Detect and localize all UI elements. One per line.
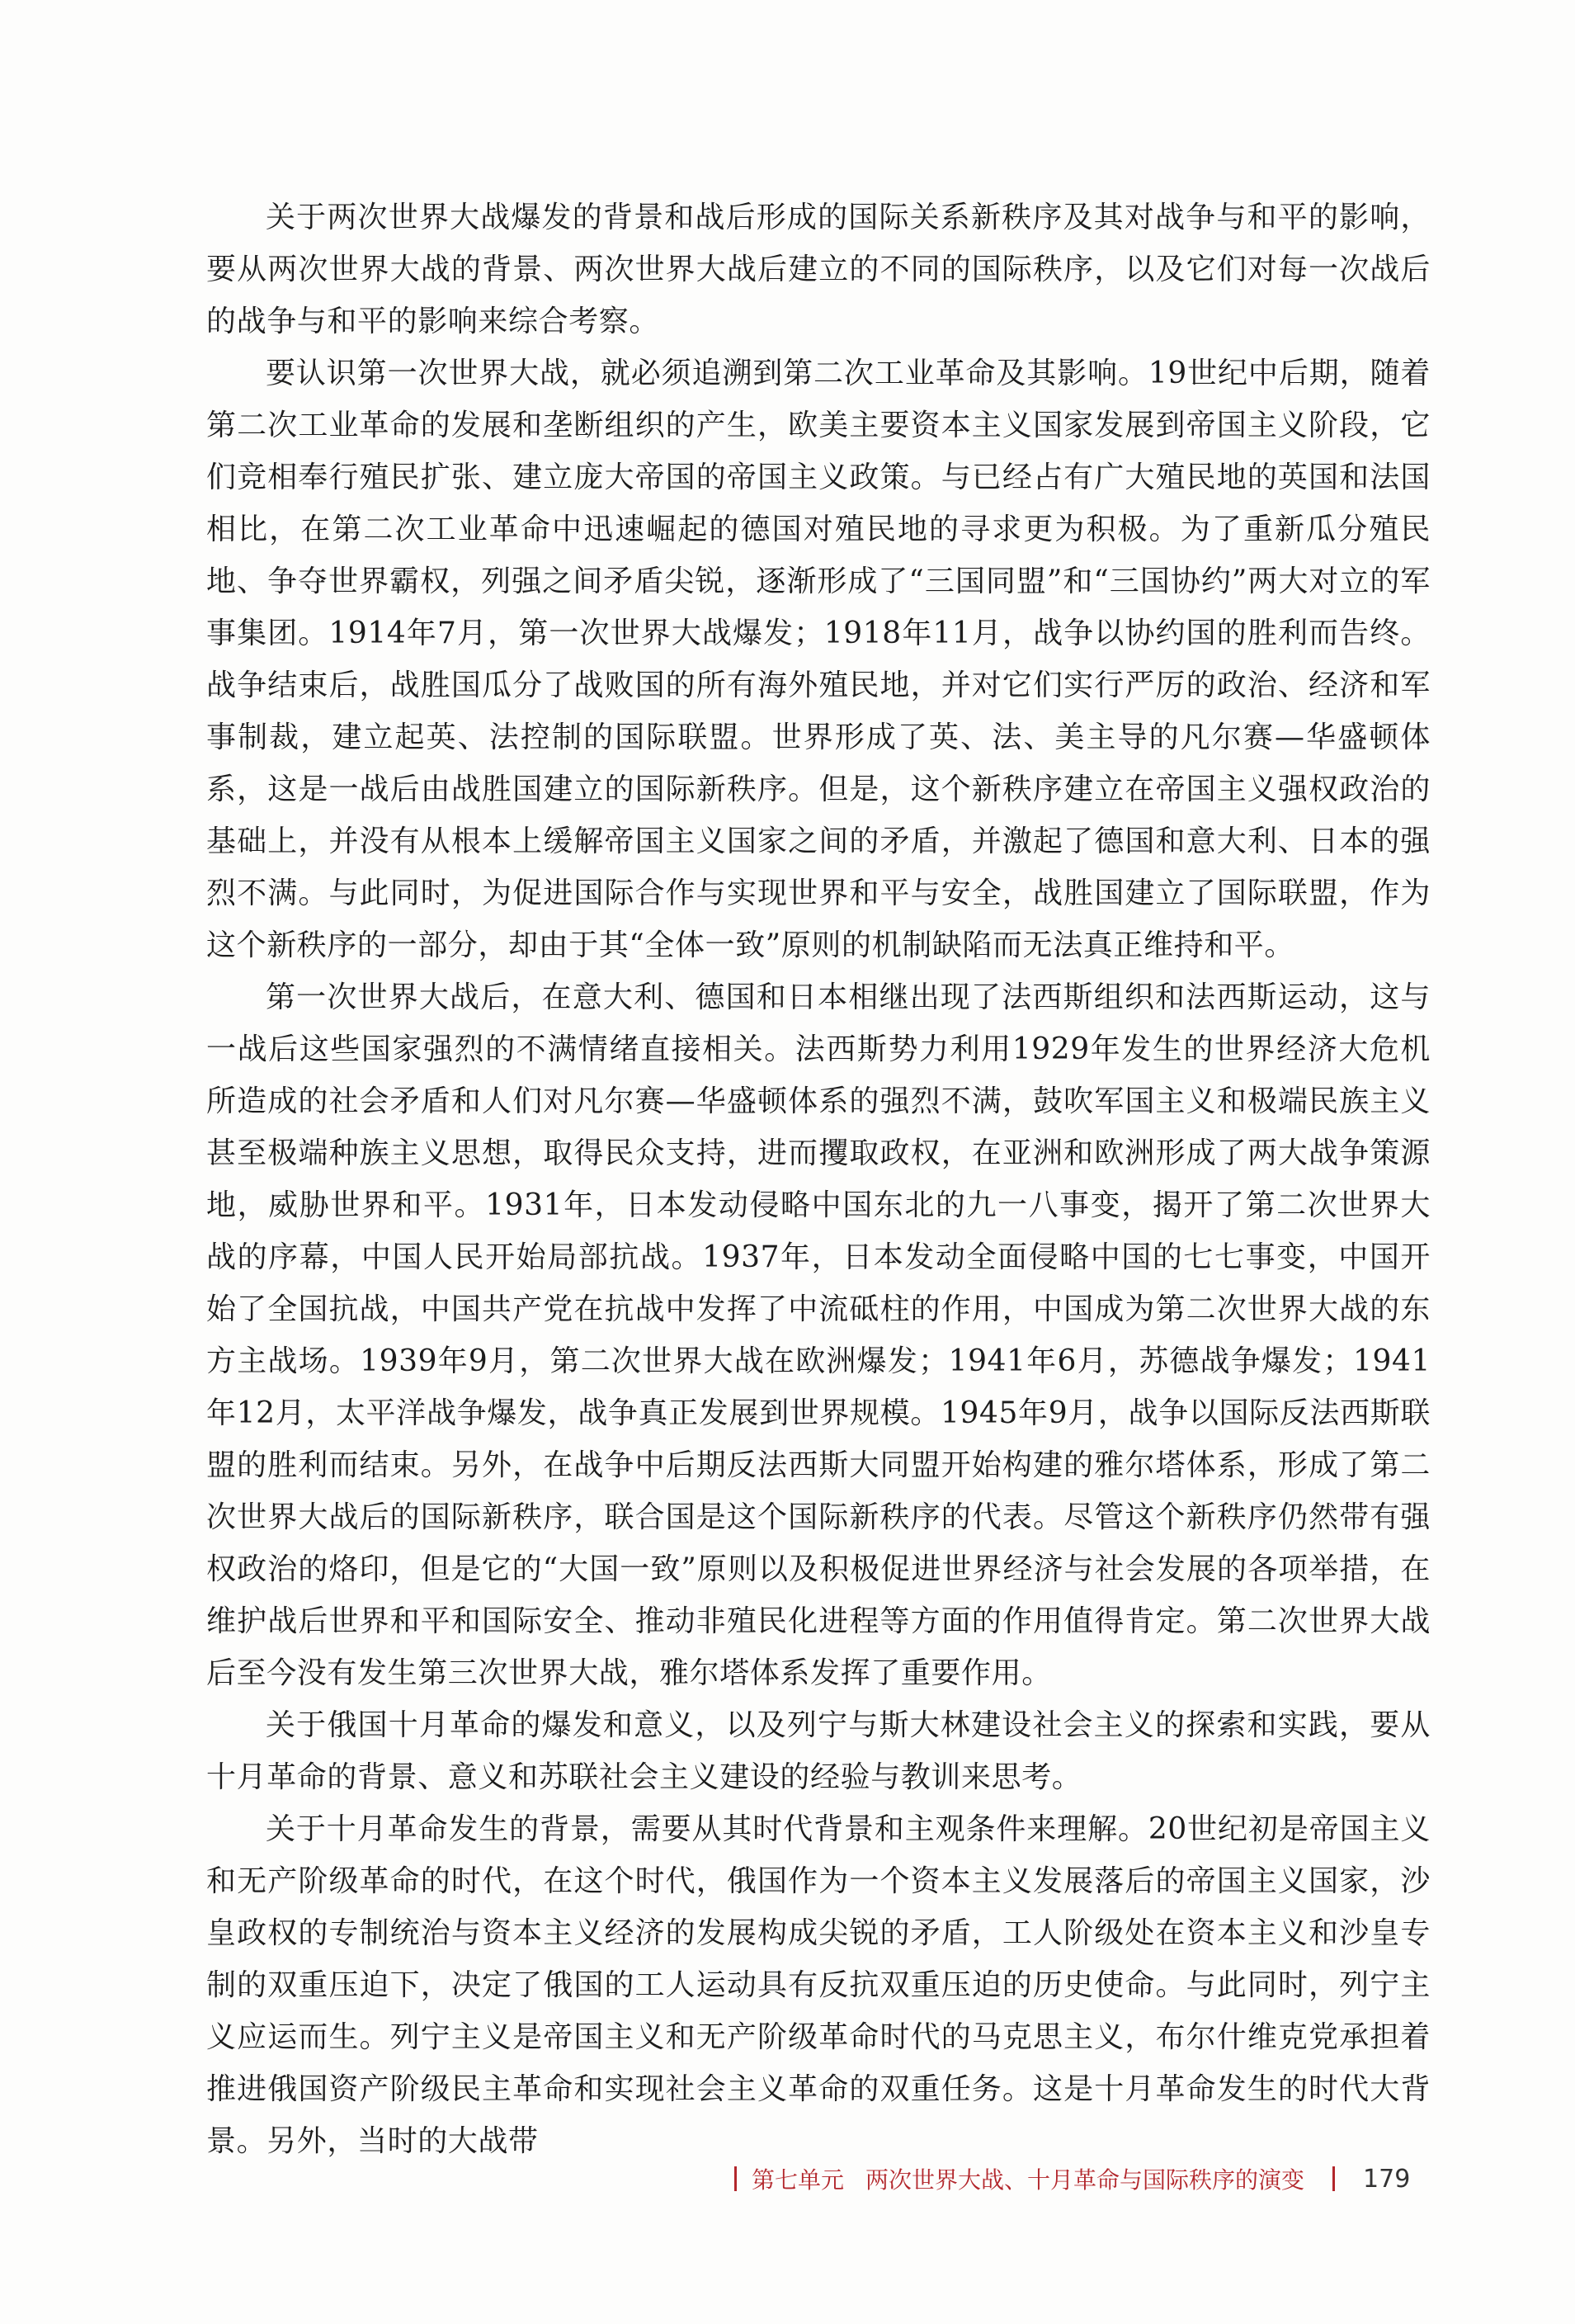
footer-divider-left	[734, 2166, 737, 2191]
paragraph-4: 关于俄国十月革命的爆发和意义，以及列宁与斯大林建设社会主义的探索和实践，要从十月革命的背景、意义和苏联社会主义建设的经验与教训来思考。	[206, 1708, 1431, 1794]
page-number: 179	[1363, 2164, 1411, 2194]
paragraph-1: 关于两次世界大战爆发的背景和战后形成的国际关系新秩序及其对战争与和平的影响，要从两次世界大战的背景、两次世界大战后建立的不同的国际秩序，以及它们对每一次战后的战争与和平的影响来综合考察。	[206, 201, 1431, 338]
footer-unit-label: 第七单元	[752, 2166, 845, 2194]
body-text	[206, 191, 1431, 2167]
footer-divider-right	[1332, 2166, 1335, 2191]
paragraph-5: 关于十月革命发生的背景，需要从其时代背景和主观条件来理解。20世纪初是帝国主义和无产阶级革命的时代，在这个时代，俄国作为一个资本主义发展落后的帝国主义国家，沙皇政权的专制统治与资本主义经济的发展构成尖锐的矛盾，工人阶级处在资本主义和沙皇专制的双重压迫下，决定了俄国的工人运动具有反抗双重压迫的历史使命。与此同时，列宁主义应运而生。列宁主义是帝国主义和无产阶级革命时代的马克思主义，布尔什维克党承担着推进俄国资产阶级民主革命和实现社会主义革命的双重任务。这是十月革命发生的时代大背景。另外，当时的大战带	[206, 1812, 1431, 2158]
page-footer	[701, 2154, 1444, 2204]
paragraph-3: 第一次世界大战后，在意大利、德国和日本相继出现了法西斯组织和法西斯运动，这与一战后这些国家强烈的不满情绪直接相关。法西斯势力利用1929年发生的世界经济大危机所造成的社会矛盾和人们对凡尔赛—华盛顿体系的强烈不满，鼓吹军国主义和极端民族主义甚至极端种族主义思想，取得民众支持，进而攫取政权，在亚洲和欧洲形成了两大战争策源地，威胁世界和平。1931年，日本发动侵略中国东北的九一八事变，揭开了第二次世界大战的序幕，中国人民开始局部抗战。1937年，日本发动全面侵略中国的七七事变，中国开始了全国抗战，中国共产党在抗战中发挥了中流砥柱的作用，中国成为第二次世界大战的东方主战场。1939年9月，第二次世界大战在欧洲爆发；1941年6月，苏德战争爆发；1941年12月，太平洋战争爆发，战争真正发展到世界规模。1945年9月，战争以国际反法西斯联盟的胜利而结束。另外，在战争中后期反法西斯大同盟开始构建的雅尔塔体系，形成了第二次世界大战后的国际新秩序，联合国是这个国际新秩序的代表。尽管这个新秩序仍然带有强权政治的烙印，但是它的“大国一致”原则以及积极促进世界经济与社会发展的各项举措，在维护战后世界和平和国际安全、推动非殖民化进程等方面的作用值得肯定。第二次世界大战后至今没有发生第三次世界大战，雅尔塔体系发挥了重要作用。	[206, 980, 1431, 1690]
footer-unit-title: 两次世界大战、十月革命与国际秩序的演变	[865, 2166, 1305, 2194]
paragraph-2: 要认识第一次世界大战，就必须追溯到第二次工业革命及其影响。19世纪中后期，随着第二次工业革命的发展和垄断组织的产生，欧美主要资本主义国家发展到帝国主义阶段，它们竞相奉行殖民扩张、建立庞大帝国的帝国主义政策。与已经占有广大殖民地的英国和法国相比，在第二次工业革命中迅速崛起的德国对殖民地的寻求更为积极。为了重新瓜分殖民地、争夺世界霸权，列强之间矛盾尖锐，逐渐形成了“三国同盟”和“三国协约”两大对立的军事集团。1914年7月，第一次世界大战爆发；1918年11月，战争以协约国的胜利而告终。战争结束后，战胜国瓜分了战败国的所有海外殖民地，并对它们实行严厉的政治、经济和军事制裁，建立起英、法控制的国际联盟。世界形成了英、法、美主导的凡尔赛—华盛顿体系，这是一战后由战胜国建立的国际新秩序。但是，这个新秩序建立在帝国主义强权政治的基础上，并没有从根本上缓解帝国主义国家之间的矛盾，并激起了德国和意大利、日本的强烈不满。与此同时，为促进国际合作与实现世界和平与安全，战胜国建立了国际联盟，作为这个新秩序的一部分，却由于其“全体一致”原则的机制缺陷而无法真正维持和平。	[206, 357, 1431, 962]
